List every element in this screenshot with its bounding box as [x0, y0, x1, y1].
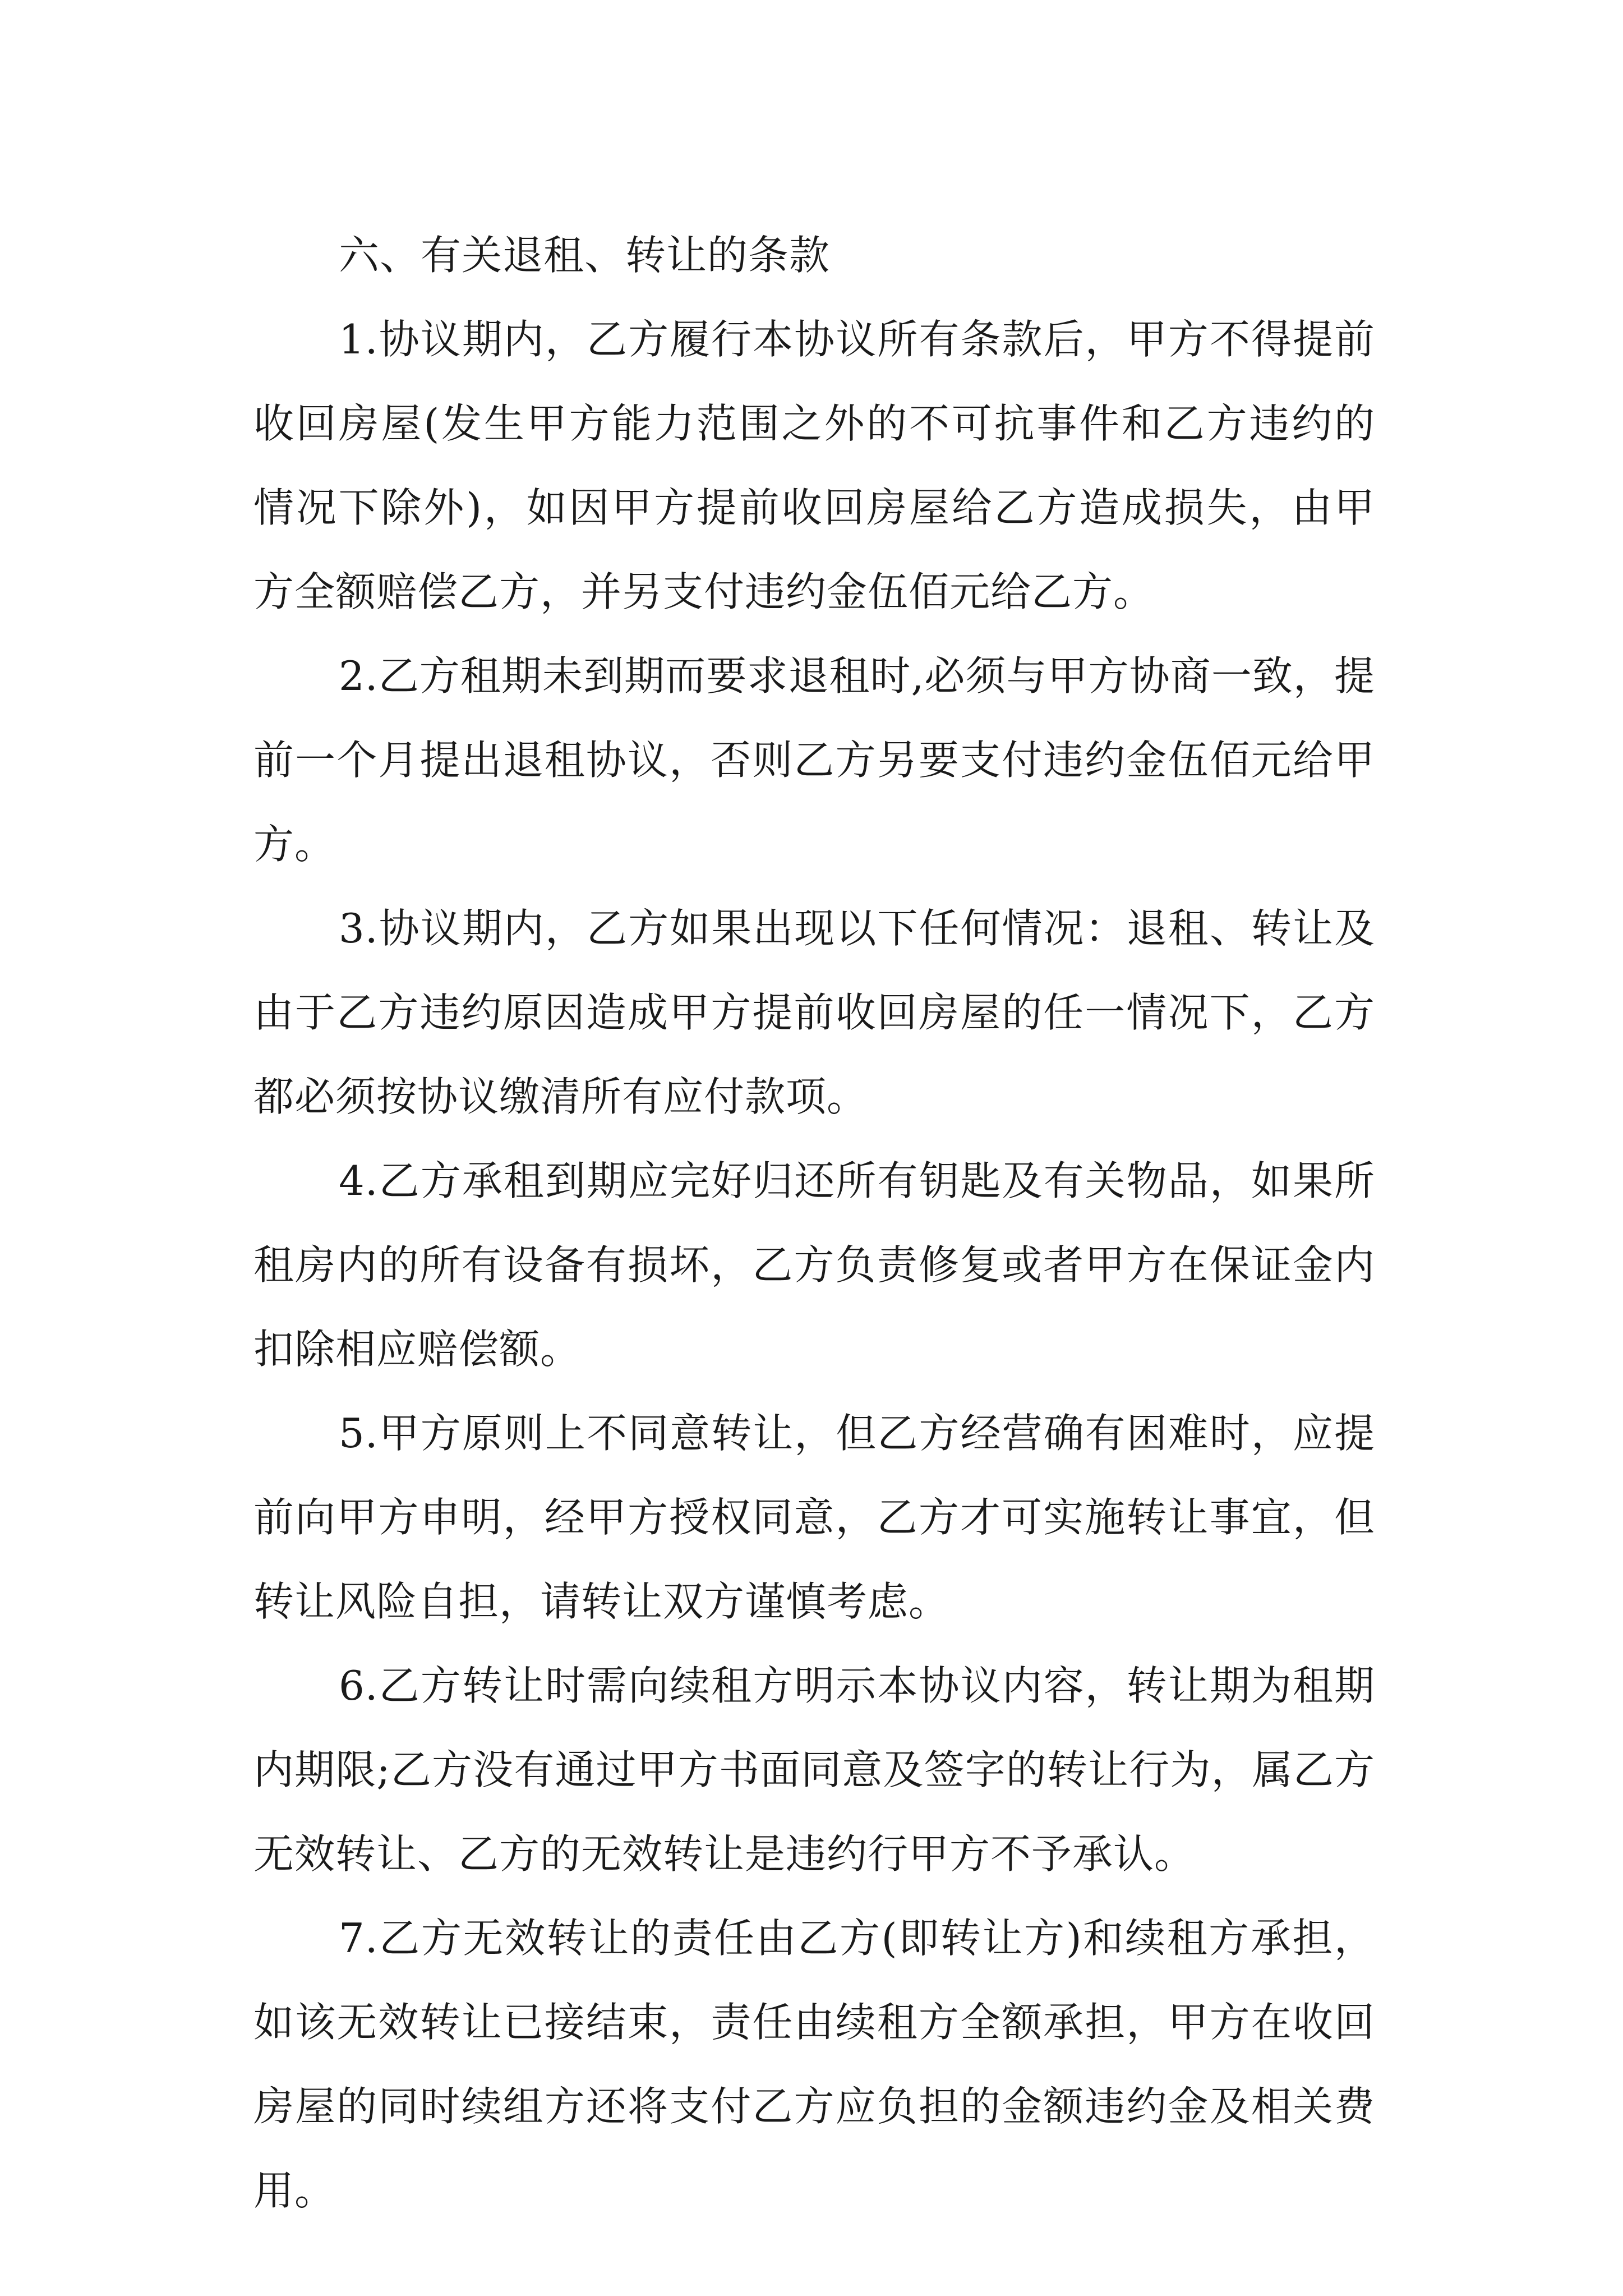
section-heading: 六、有关退租、转让的条款: [339, 232, 831, 279]
document-body: [253, 213, 1375, 2233]
clause-6: 6.乙方转让时需向续租方明示本协议内容，转让期为租期内期限;乙方没有通过甲方书面同意及签字的转让行为，属乙方无效转让、乙方的无效转让是违约行甲方不予承认。: [253, 1662, 1375, 1878]
clause-7: 7.乙方无效转让的责任由乙方(即转让方)和续租方承担，如该无效转让已接结束，责任由续租方全额承担，甲方在收回房屋的同时续组方还将支付乙方应负担的金额违约金及相关费用。: [253, 1915, 1375, 2214]
clause-2: 2.乙方租期未到期而要求退租时,必须与甲方协商一致，提前一个月提出退租协议，否则乙方另要支付违约金伍佰元给甲方。: [253, 652, 1375, 868]
clause-3: 3.协议期内，乙方如果出现以下任何情况：退租、转让及由于乙方违约原因造成甲方提前收回房屋的任一情况下，乙方都必须按协议缴清所有应付款项。: [253, 905, 1375, 1120]
clause-1: 1.协议期内，乙方履行本协议所有条款后，甲方不得提前收回房屋(发生甲方能力范围之外的不可抗事件和乙方违约的情况下除外)，如因甲方提前收回房屋给乙方造成损失，由甲方全额赔偿乙方，并另支付违约金伍佰元给乙方。: [253, 316, 1375, 615]
clause-4: 4.乙方承租到期应完好归还所有钥匙及有关物品，如果所租房内的所有设备有损坏，乙方负责修复或者甲方在保证金内扣除相应赔偿额。: [253, 1157, 1375, 1373]
clause-5: 5.甲方原则上不同意转让，但乙方经营确有困难时，应提前向甲方申明，经甲方授权同意，乙方才可实施转让事宜，但转让风险自担，请转让双方谨慎考虑。: [253, 1410, 1375, 1625]
